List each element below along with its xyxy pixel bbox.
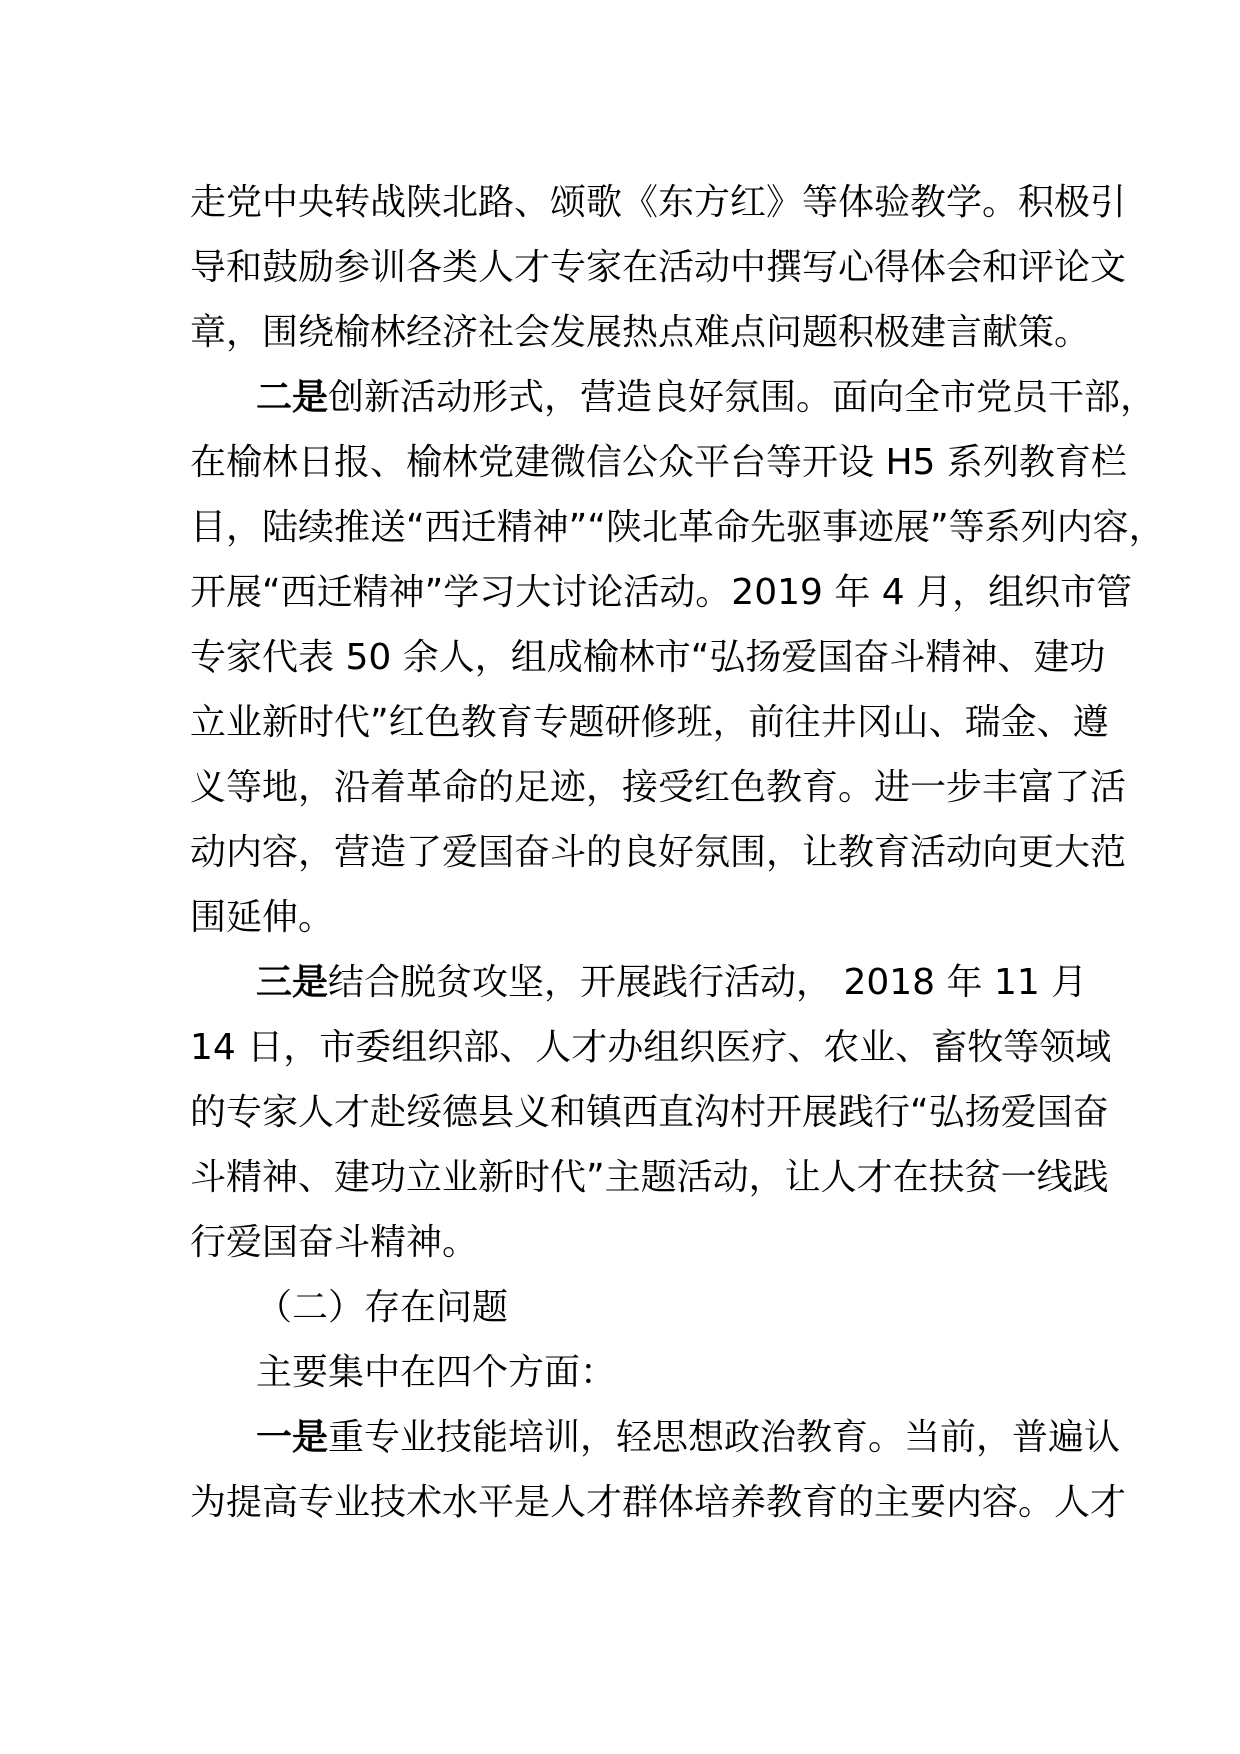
line-text: 斗精神、建功立业新时代”主题活动，让人才在扶贫一线践 <box>190 1157 1109 1198</box>
line-text: 专家代表 50 余人，组成榆林市“弘扬爱国奋斗精神、建功 <box>190 637 1106 678</box>
line-text: 章，围绕榆林经济社会发展热点难点问题积极建言献策。 <box>190 312 1091 353</box>
text-line <box>190 1015 1112 1080</box>
text-line <box>190 495 1165 560</box>
text-line <box>190 1145 1109 1210</box>
line-text: 义等地，沿着革命的足迹，接受红色教育。进一步丰富了活 <box>190 767 1127 808</box>
text-line <box>190 1210 1058 1275</box>
line-text: 为提高专业技术水平是人才群体培养教育的主要内容。人才 <box>190 1482 1127 1523</box>
line-text: 围延伸。 <box>190 897 335 938</box>
line-text: 开展“西迁精神”学习大讨论活动。2019 年 4 月，组织市管 <box>190 572 1133 613</box>
text-line <box>190 1405 1121 1470</box>
text-line <box>190 625 1106 690</box>
text-line <box>190 1470 1127 1535</box>
text-line <box>190 820 1127 885</box>
line-text: 立业新时代”红色教育专题研修班，前往井冈山、瑞金、遵 <box>190 702 1109 743</box>
line-text: 主要集中在四个方面： <box>256 1352 617 1393</box>
line-text: 结合脱贫攻坚，开展践行活动， 2018 年 11 月 <box>328 962 1088 1003</box>
text-line <box>190 560 1133 625</box>
line-text: 创新活动形式，营造良好氛围。面向全市党员干部， <box>328 377 1157 418</box>
text-line <box>190 690 1109 755</box>
bold-lead: 一是 <box>256 1417 329 1458</box>
text-line <box>190 1340 1058 1405</box>
text-line <box>190 365 1157 430</box>
text-line <box>190 950 1088 1015</box>
line-text: 动内容，营造了爱国奋斗的良好氛围，让教育活动向更大范 <box>190 832 1127 873</box>
text-line <box>190 755 1127 820</box>
text-line <box>190 1080 1109 1145</box>
text-line <box>190 885 1058 950</box>
text-line <box>190 1275 1058 1340</box>
line-text: 的专家人才赴绥德县义和镇西直沟村开展践行“弘扬爱国奋 <box>190 1092 1109 1133</box>
text-line <box>190 430 1127 495</box>
text-line <box>190 300 1091 365</box>
line-text: 目，陆续推送“西迁精神”“陕北革命先驱事迹展”等系列内容， <box>190 507 1165 548</box>
bold-lead: 三是 <box>256 962 329 1003</box>
line-text: 在榆林日报、榆林党建微信公众平台等开设 H5 系列教育栏 <box>190 442 1127 483</box>
document-body <box>190 170 1165 1535</box>
text-line <box>190 170 1127 235</box>
bold-lead: 二是 <box>256 377 329 418</box>
line-text: 走党中央转战陕北路、颂歌《东方红》等体验教学。积极引 <box>190 182 1127 223</box>
line-text: （二）存在问题 <box>256 1287 509 1328</box>
text-line <box>190 235 1127 300</box>
line-text: 导和鼓励参训各类人才专家在活动中撰写心得体会和评论文 <box>190 247 1127 288</box>
line-text: 行爱国奋斗精神。 <box>190 1222 479 1263</box>
line-text: 14 日，市委组织部、人才办组织医疗、农业、畜牧等领域 <box>190 1027 1112 1068</box>
line-text: 重专业技能培训，轻思想政治教育。当前，普遍认 <box>328 1417 1121 1458</box>
